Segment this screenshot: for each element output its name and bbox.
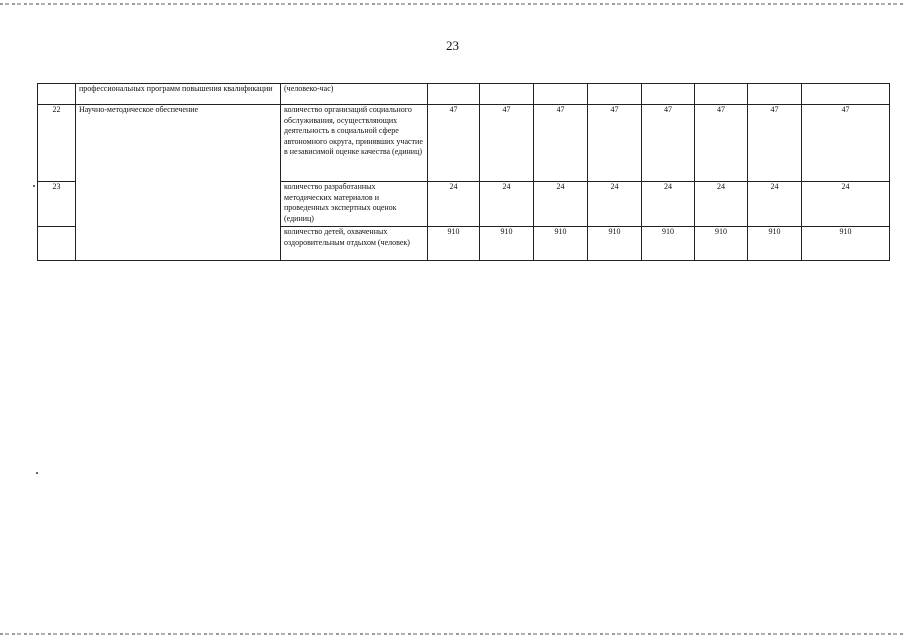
value-cell: 24 <box>480 182 534 227</box>
value-cell: 24 <box>428 182 480 227</box>
value-cell: 47 <box>695 105 748 182</box>
scan-bottom-edge <box>0 633 905 635</box>
value-cell: 47 <box>802 105 890 182</box>
value-cell: 24 <box>642 182 695 227</box>
value-cell: 910 <box>695 227 748 261</box>
program-table <box>37 83 890 261</box>
value-cell: 24 <box>588 182 642 227</box>
value-cell <box>748 84 802 105</box>
value-cell: 47 <box>642 105 695 182</box>
value-cell: 910 <box>748 227 802 261</box>
value-cell: 24 <box>534 182 588 227</box>
value-cell: 910 <box>802 227 890 261</box>
indicator-text: количество организаций социального обслуживания, осуществляющих деятельность в социальной сфере автономного округа, принявших участие в независимой оценке качества (единиц) <box>281 105 428 182</box>
value-cell: 910 <box>588 227 642 261</box>
page-number: 23 <box>446 38 459 53</box>
value-cell <box>480 84 534 105</box>
row-number: 23 <box>38 182 76 227</box>
row-number: 22 <box>38 105 76 182</box>
scan-speck <box>33 185 35 187</box>
value-cell: 47 <box>480 105 534 182</box>
value-cell: 24 <box>695 182 748 227</box>
value-cell: 24 <box>802 182 890 227</box>
indicator-text: количество разработанных методических материалов и проведенных экспертных оценок (единиц) <box>281 182 428 227</box>
scan-speck <box>36 472 38 474</box>
value-cell <box>588 84 642 105</box>
value-cell: 24 <box>748 182 802 227</box>
indicator-text: количество детей, охваченных оздоровительным отдыхом (человек) <box>281 227 428 261</box>
value-cell: 910 <box>428 227 480 261</box>
value-cell: 47 <box>534 105 588 182</box>
value-cell <box>802 84 890 105</box>
value-cell: 47 <box>588 105 642 182</box>
row-number <box>38 84 76 105</box>
value-cell: 47 <box>428 105 480 182</box>
row-number <box>38 227 76 261</box>
scan-top-edge <box>0 3 905 5</box>
value-cell: 910 <box>480 227 534 261</box>
table-row <box>38 105 890 182</box>
value-cell <box>642 84 695 105</box>
value-cell <box>428 84 480 105</box>
indicator-text: (человеко-час) <box>281 84 428 105</box>
activity-name: Научно-методическое обеспечение <box>76 105 281 261</box>
value-cell: 47 <box>748 105 802 182</box>
value-cell: 910 <box>642 227 695 261</box>
value-cell: 910 <box>534 227 588 261</box>
value-cell <box>534 84 588 105</box>
value-cell <box>695 84 748 105</box>
activity-name: профессиональных программ повышения квалификации <box>76 84 281 105</box>
table-row <box>38 84 890 105</box>
